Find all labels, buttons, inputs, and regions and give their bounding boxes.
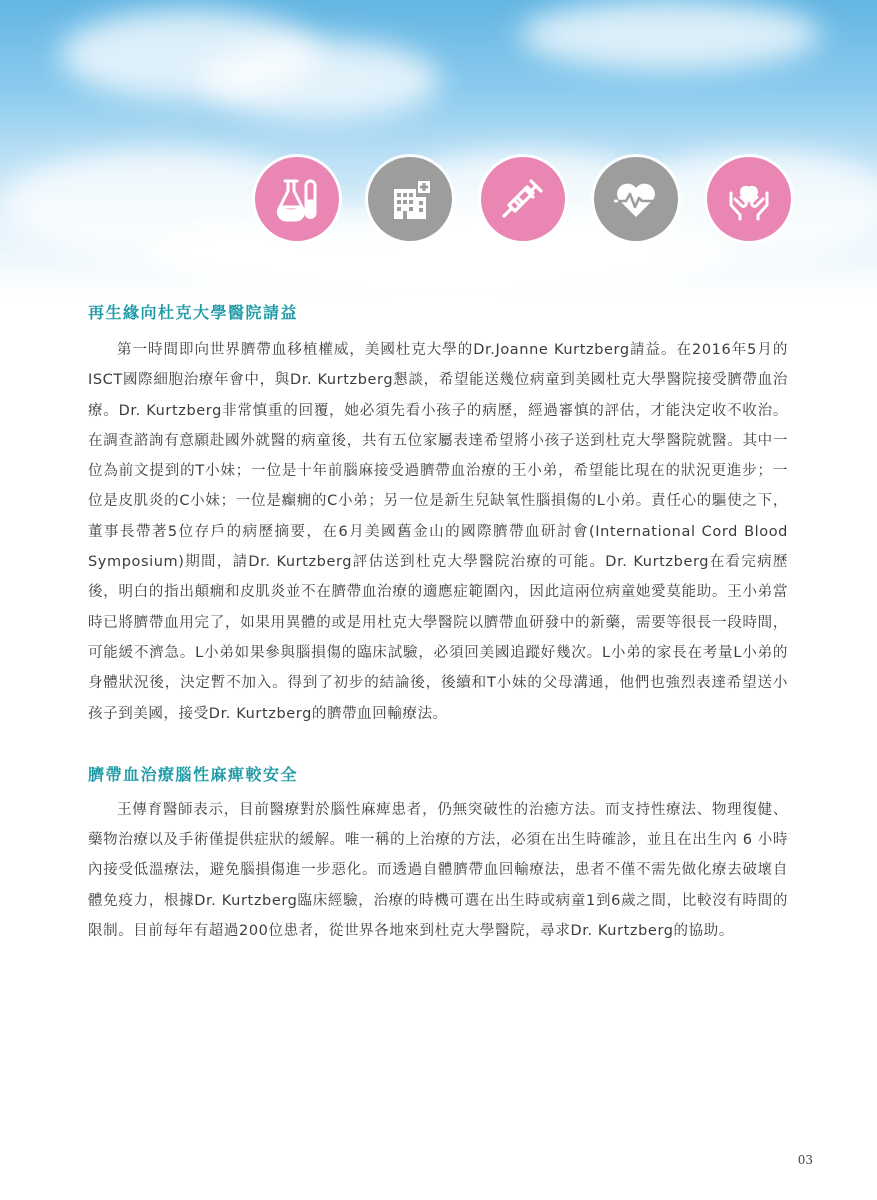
section-paragraph: 第一時間即向世界臍帶血移植權威，美國杜克大學的Dr.Joanne Kurtzberg請益。在2016年5月的ISCT國際細胞治療年會中，與Dr. Kurtzberg懇談，希望能送幾位病童到美國杜克大學醫院接受臍帶血治療。Dr. Kurtzberg非常慎重的回覆，她必須先看小孩子的病歷，經過審慎的評估，才能決定收不收治。在調查諮詢有意願赴國外就醫的病童後，共有五位家屬表達希望將小孩子送到杜克大學醫院就醫。其中一位為前文提到的T小妹；一位是十年前腦麻接受過臍帶血治療的王小弟，希望能比現在的狀況更進步；一位是皮肌炎的C小妹；一位是癲癇的C小弟；另一位是新生兒缺氧性腦損傷的L小弟。責任心的驅使之下，董事長帶著5位存戶的病歷摘要，在6月美國舊金山的國際臍帶血研討會(International Cord Blood Symposium)期間，請Dr. Kurtzberg評估送到杜克大學醫院治療的可能。Dr. Kurtzberg在看完病歷後，明白的指出顛癇和皮肌炎並不在臍帶血治療的適應症範圍內，因此這兩位病童她愛莫能助。王小弟當時已將臍帶血用完了，如果用異體的或是用杜克大學醫院以臍帶血研發中的新藥，需要等很長一段時間，可能緩不濟急。L小弟如果參與腦損傷的臨床試驗，必須回美國追蹤好幾次。L小弟的家長在考量L小弟的身體狀況後，決定暫不加入。得到了初步的結論後，後續和T小妹的父母溝通，他們也強烈表達希望送小孩子到美國，接受Dr. Kurtzberg的臍帶血回輸療法。 [88, 342, 788, 722]
section-cord-blood-safety [88, 761, 788, 946]
icon-row [0, 157, 877, 243]
hospital-building-icon [368, 157, 452, 241]
page-number: 03 [797, 1153, 813, 1167]
lab-flask-icon [255, 157, 339, 241]
heartbeat-icon [594, 157, 678, 241]
sky-header-background [0, 0, 877, 300]
caring-hands-heart-icon [707, 157, 791, 241]
syringe-icon [481, 157, 565, 241]
article-content [88, 299, 788, 946]
section-heading: 再生緣向杜克大學醫院請益 [88, 303, 299, 322]
section-heading: 臍帶血治療腦性麻痺較安全 [88, 764, 299, 784]
section-duke-consultation [88, 299, 788, 729]
section-paragraph: 王傳育醫師表示，目前醫療對於腦性麻痺患者，仍無突破性的治癒方法。而支持性療法、物理復健、藥物治療以及手術僅提供症狀的緩解。唯一稱的上治療的方法，必須在出生時確診，並且在出生內 6 小時內接受低溫療法，避免腦損傷進一步惡化。而透過自體臍帶血回輸療法，患者不僅不需先做化療去破壞自體免疫力，根據Dr. Kurtzberg臨床經驗，治療的時機可選在出生時或病童1到6歲之間，比較沒有時間的限制。目前每年有超過200位患者，從世界各地來到杜克大學醫院，尋求Dr. Kurtzberg的協助。 [88, 801, 788, 940]
